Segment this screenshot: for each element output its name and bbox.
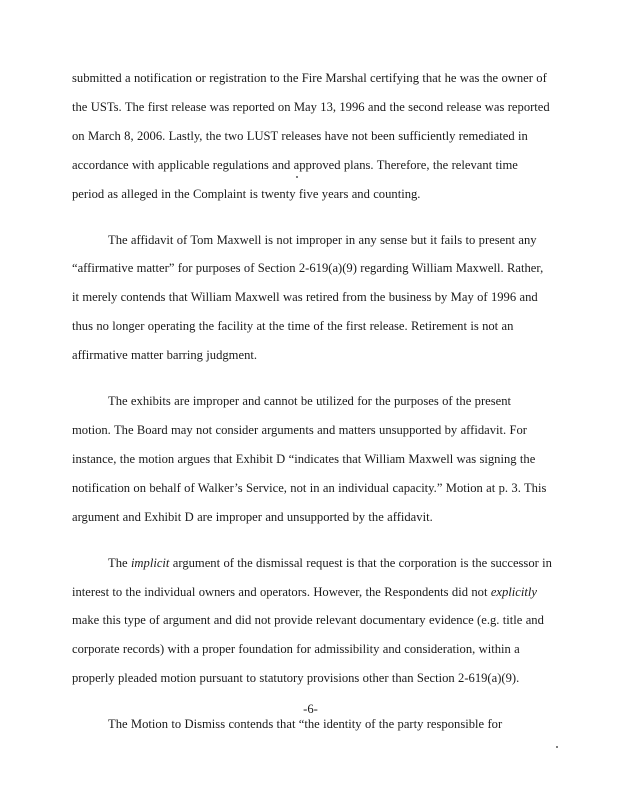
paragraph-text: The (108, 555, 131, 570)
paragraph-text: submitted a notification or registration to the Fire Marshal certifying that he was the owner of the USTs. The first release was reported on May 13, 1996 and the second release was reported on March 8, 2006. Lastly, the two LUST releases have not been sufficiently remediated in accordance with applicable regulations and approved plans. Therefore, the relevant time period as alleged in the Complaint is twenty five years and counting. (72, 71, 550, 201)
paragraph-2 (72, 226, 552, 371)
body-text (72, 64, 552, 756)
paragraph-3 (72, 387, 552, 532)
paragraph-text: make this type of argument and did not provide relevant documentary evidence (e.g. title and corporate records) with a proper foundation for admissibility and consideration, within a properly pleaded motion pursuant to statutory provisions other than Section 2-619(a)(9). (72, 613, 544, 686)
emphasis-implicit: implicit (130, 555, 170, 570)
paragraph-4 (72, 549, 552, 694)
emphasis-explicitly: explicitly (490, 584, 537, 599)
paragraph-text: argument of the dismissal request is that the corporation is the successor in interest to the individual owners and operators. However, the Respondents did not (72, 555, 552, 599)
paragraph-text: The exhibits are improper and cannot be utilized for the purposes of the present motion. The Board may not consider arguments and matters unsupported by affidavit. For instance, the motion argues that Exhibit D “indicates that William Maxwell was signing the notification on behalf of Walker’s Service, not in an individual capacity.” Motion at p. 3. This argument and Exhibit D are improper and unsupported by the affidavit. (72, 394, 547, 524)
paragraph-text: The affidavit of Tom Maxwell is not improper in any sense but it fails to present any “affirmative matter” for purposes of Section 2-619(a)(9) regarding William Maxwell. Rather, it merely contends that William Maxwell was retired from the business by May of 1996 and thus no longer operating the facility at the time of the first release. Retirement is not an affirmative matter barring judgment. (72, 232, 544, 363)
paragraph-1 (72, 64, 552, 209)
scan-speck (556, 746, 558, 748)
page-number: -6- (303, 702, 318, 716)
scan-speck (296, 176, 298, 178)
paragraph-text: The Motion to Dismiss contends that “the identity of the party responsible for (108, 717, 503, 732)
